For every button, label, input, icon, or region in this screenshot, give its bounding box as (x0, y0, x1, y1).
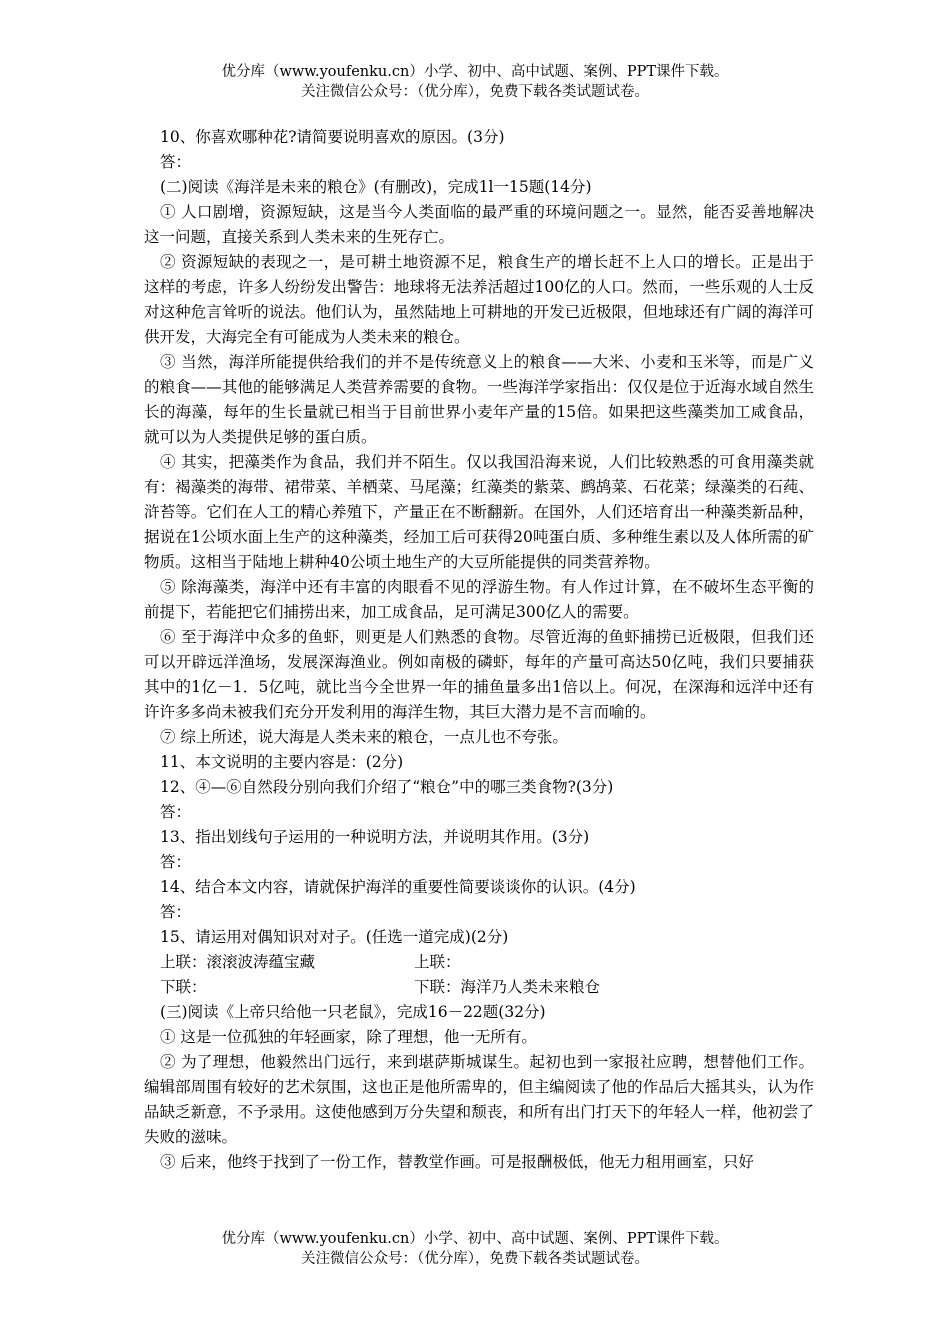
answer-label-14: 答： (160, 903, 192, 921)
footer-line-2: 关注微信公众号：（优分库），免费下载各类试题试卷。 (301, 1251, 649, 1267)
section-2-title: (二)阅读《海洋是未来的粮仓》(有删改)，完成1l一15题(14分) (160, 178, 592, 196)
answer-label-12: 答： (160, 803, 192, 821)
answer-label-10: 答： (160, 153, 192, 171)
answer-label-13: 答： (160, 853, 192, 871)
passage-paragraph-4: ④ 其实，把藻类作为食品，我们并不陌生。仅以我国沿海来说，人们比较熟悉的可食用藻类就有：褐藻类的海带、裙带菜、羊栖菜、马尾藻；红藻类的紫菜、鹧鸪菜、石花菜；绿藻类的石莼、浒苔等。它们在人工的精心养殖下，产量正在不断翻新。在国外，人们还培育出一种藻类新品种，据说在1公顷水面上生产的这种藻类，经加工后可获得20吨蛋白质、多种维生素以及人体所需的矿物质。这相当于陆地上耕种40公顷土地生产的大豆所能提供的同类营养物。 (144, 453, 814, 571)
page-header-banner (0, 62, 950, 102)
couplet-b-upper-line: 上联： (414, 953, 461, 971)
question-10: 10、你喜欢哪种花?请简要说明喜欢的原因。(3分) (160, 128, 505, 146)
couplet-a-upper-line: 上联：滚滚波涛蕴宝藏 (160, 953, 316, 971)
story-paragraph-1: ① 这是一位孤独的年轻画家，除了理想，他一无所有。 (160, 1028, 537, 1046)
question-15: 15、请运用对偶知识对对子。(任选一道完成)(2分) (160, 928, 509, 946)
passage-paragraph-1: ① 人口剧增，资源短缺，这是当今人类面临的最严重的环境问题之一。显然，能否妥善地解决这一问题，直接关系到人类未来的生死存亡。 (144, 203, 814, 246)
story-paragraph-3: ③ 后来，他终于找到了一份工作，替教堂作画。可是报酬极低，他无力租用画室，只好 (160, 1153, 754, 1171)
passage-paragraph-3: ③ 当然，海洋所能提供给我们的并不是传统意义上的粮食——大米、小麦和玉米等，而是广义的粮食——其他的能够满足人类营养需要的食物。一些海洋学家指出：仅仅是位于近海水域自然生长的海藻，每年的生长量就已相当于目前世界小麦年产量的15倍。如果把这些藻类加工咸食品，就可以为人类提供足够的蛋白质。 (144, 353, 814, 446)
document-body (144, 125, 814, 1175)
question-12: 12、④—⑥自然段分别向我们介绍了“粮仓”中的哪三类食物?(3分) (160, 778, 614, 796)
passage-paragraph-2: ② 资源短缺的表现之一，是可耕土地资源不足，粮食生产的增长赶不上人口的增长。正是出于这样的考虑，许多人纷纷发出警告：地球将无法养活超过100亿的人口。然而，一些乐观的人士反对这种危言耸听的说法。他们认为，虽然陆地上可耕地的开发已近极限，但地球还有广阔的海洋可供开发，大海完全有可能成为人类未来的粮仓。 (144, 253, 814, 346)
passage-paragraph-6: ⑥ 至于海洋中众多的鱼虾，则更是人们熟悉的食物。尽管近海的鱼虾捕捞已近极限，但我们还可以开辟远洋渔场，发展深海渔业。例如南极的磷虾，每年的产量可高达50亿吨，我们只要捕获其中的1亿－1．5亿吨，就比当今全世界一年的捕鱼量多出1倍以上。何况，在深海和远洋中还有许许多多尚未被我们充分开发利用的海洋生物，其巨大潜力是不言而喻的。 (144, 628, 814, 721)
header-line-2: 关注微信公众号：（优分库），免费下载各类试题试卷。 (301, 84, 649, 100)
couplet-a-lower-line: 下联： (160, 978, 207, 996)
question-14: 14、结合本文内容，请就保护海洋的重要性简要谈谈你的认识。(4分) (160, 878, 636, 896)
question-13: 13、指出划线句子运用的一种说明方法，并说明其作用。(3分) (160, 828, 590, 846)
story-paragraph-2: ② 为了理想，他毅然出门远行，来到堪萨斯城谋生。起初也到一家报社应聘，想替他们工作。编辑部周围有较好的艺术氛围，这也正是他所需卑的，但主编阅读了他的作品后大摇其头，认为作品缺乏新意，不予录用。这使他感到万分失望和颓丧，和所有出门打天下的年轻人一样，他初尝了失败的滋味。 (144, 1053, 814, 1146)
couplet-b-lower-line: 下联：海洋乃人类未来粮仓 (414, 978, 601, 996)
section-3-title: (三)阅读《上帝只给他一只老鼠》，完成16－22题(32分) (160, 1003, 546, 1021)
passage-paragraph-7: ⑦ 综上所述，说大海是人类未来的粮仓，一点儿也不夸张。 (160, 728, 568, 746)
header-line-1: 优分库（www.youfenku.cn）小学、初中、高中试题、案例、PPT课件下载。 (221, 64, 729, 80)
couplet-row-lower (144, 975, 814, 1000)
passage-paragraph-5: ⑤ 除海藻类，海洋中还有丰富的肉眼看不见的浮游生物。有人作过计算，在不破坏生态平衡的前提下，若能把它们捕捞出来，加工成食品，足可满足300亿人的需要。 (144, 578, 814, 621)
couplet-row-upper (144, 950, 814, 975)
question-11: 11、本文说明的主要内容是：(2分) (160, 753, 404, 771)
footer-line-1: 优分库（www.youfenku.cn）小学、初中、高中试题、案例、PPT课件下载。 (221, 1231, 729, 1247)
page-footer-banner (0, 1229, 950, 1269)
